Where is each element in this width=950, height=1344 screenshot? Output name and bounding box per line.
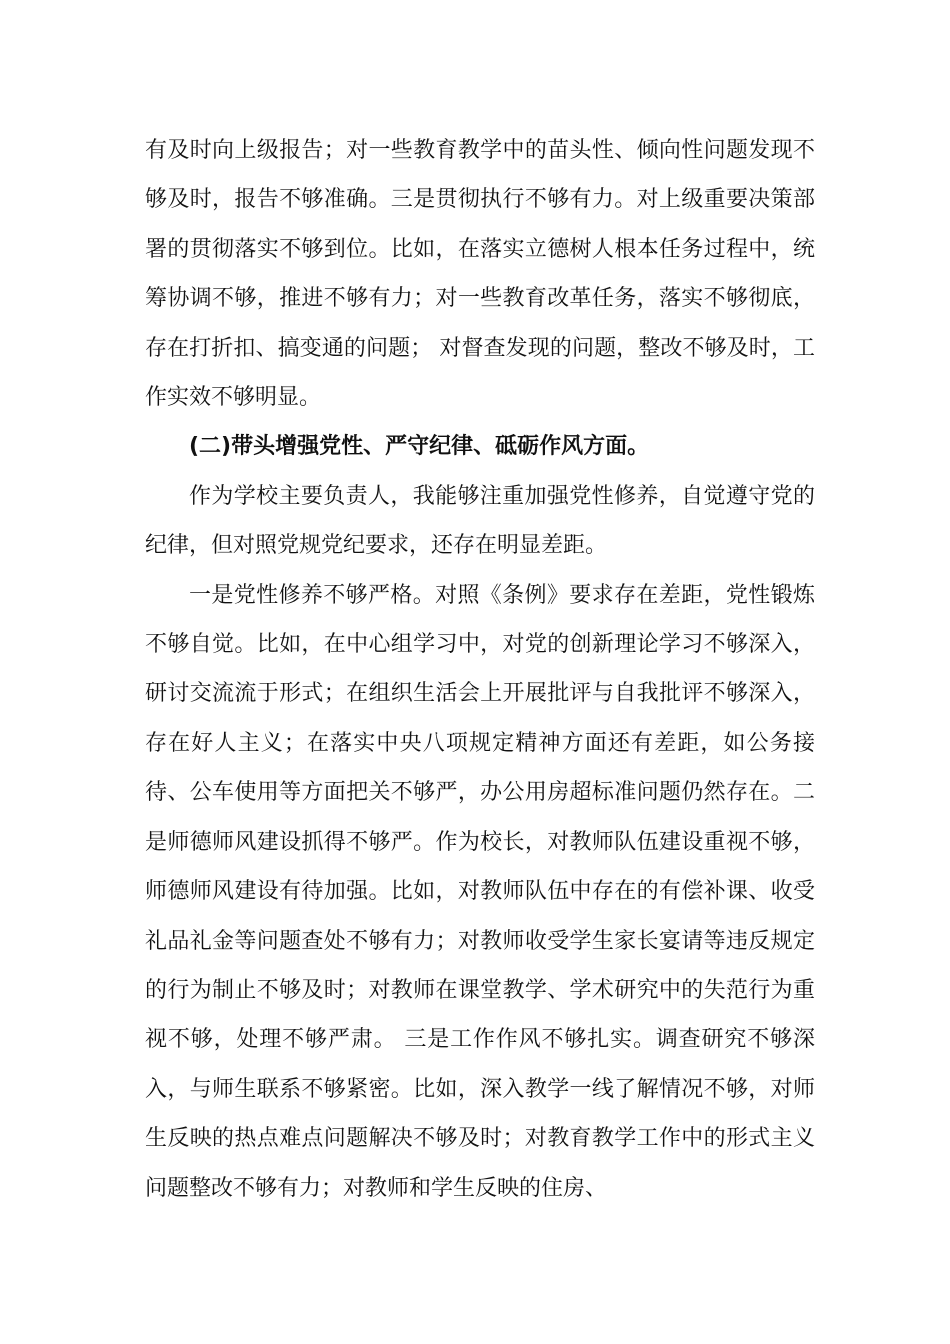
paragraph-body: 一是党性修养不够严格。对照《条例》要求存在差距，党性锻炼不够自觉。比如，在中心组学习中，对党的创新理论学习不够深入，研讨交流流于形式；在组织生活会上开展批评与自我批评不够深入，存在好人主义；在落实中央八项规定精神方面还有差距，如公务接待、公车使用等方面把关不够严，办公用房超标准问题仍然存在。二是师德师风建设抓得不够严。作为校长，对教师队伍建设重视不够，师德师风建设有待加强。比如，对教师队伍中存在的有偿补课、收受礼品礼金等问题查处不够有力；对教师收受学生家长宴请等违反规定的行为制止不够及时；对教师在课堂教学、学术研究中的失范行为重视不够，处理不够严肃。 三是工作作风不够扎实。调查研究不够深入，与师生联系不够紧密。比如，深入教学一线了解情况不够，对师生反映的热点难点问题解决不够及时；对教育教学工作中的形式主义问题整改不够有力；对教师和学生反映的住房、 xyxy=(145,582,815,1201)
paragraph-continuation: 有及时向上级报告；对一些教育教学中的苗头性、倾向性问题发现不够及时，报告不够准确。三是贯彻执行不够有力。对上级重要决策部署的贯彻落实不够到位。比如，在落实立德树人根本任务过程中，统筹协调不够，推进不够有力；对一些教育改革任务，落实不够彻底，存在打折扣、搞变通的问题； 对督查发现的问题，整改不够及时，工作实效不够明显。 xyxy=(145,138,815,411)
section-heading: (二)带头增强党性、严守纪律、砥砺作风方面。 xyxy=(189,434,650,460)
document-page xyxy=(145,126,815,1213)
paragraph-intro: 作为学校主要负责人，我能够注重加强党性修养，自觉遵守党的纪律，但对照党规党纪要求，还存在明显差距。 xyxy=(145,483,815,559)
